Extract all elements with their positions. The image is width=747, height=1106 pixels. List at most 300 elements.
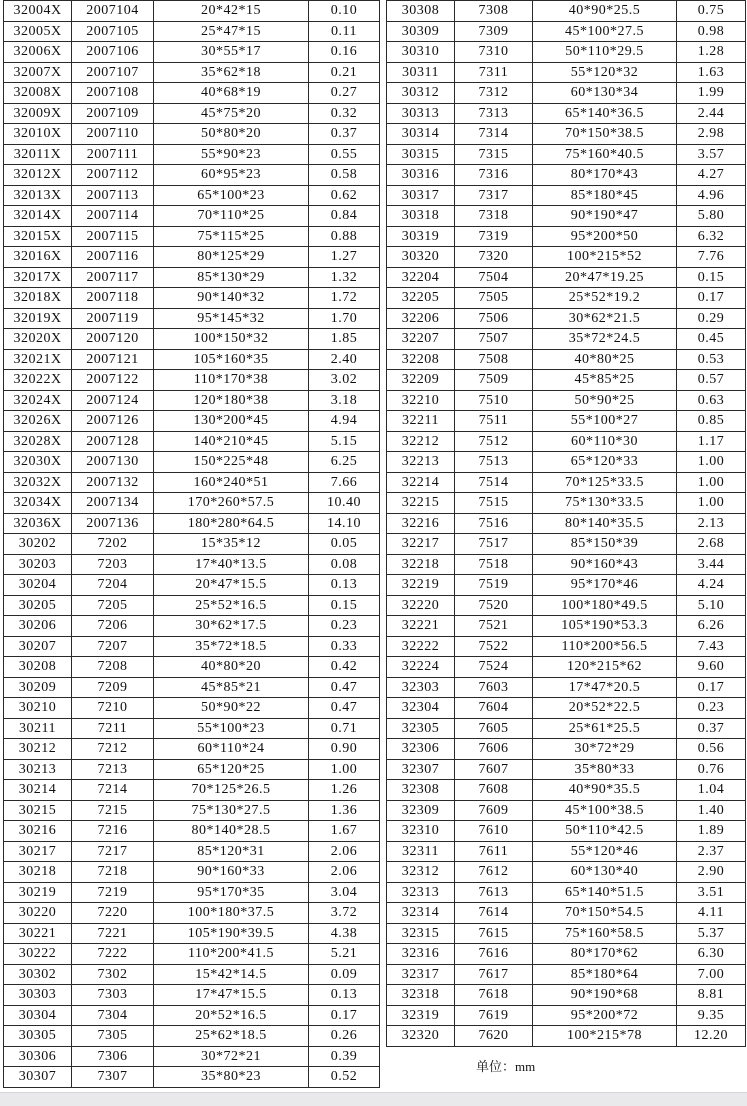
table-row bbox=[4, 226, 380, 247]
dimensions-cell: 85*180*45 bbox=[533, 185, 677, 206]
table-row bbox=[4, 513, 380, 534]
weight-cell: 0.42 bbox=[309, 657, 380, 678]
weight-cell: 7.66 bbox=[309, 472, 380, 493]
model-cell: 30310 bbox=[387, 42, 455, 63]
table-row bbox=[387, 165, 746, 186]
dimensions-cell: 40*80*25 bbox=[533, 349, 677, 370]
weight-cell: 1.70 bbox=[309, 308, 380, 329]
weight-cell: 0.27 bbox=[309, 83, 380, 104]
table-row bbox=[387, 103, 746, 124]
weight-cell: 2.68 bbox=[677, 534, 746, 555]
dimensions-cell: 85*150*39 bbox=[533, 534, 677, 555]
dimensions-cell: 180*280*64.5 bbox=[154, 513, 309, 534]
table-row bbox=[4, 21, 380, 42]
old-model-cell: 7218 bbox=[72, 862, 154, 883]
table-row bbox=[387, 124, 746, 145]
dimensions-cell: 65*120*33 bbox=[533, 452, 677, 473]
dimensions-cell: 30*62*21.5 bbox=[533, 308, 677, 329]
old-model-cell: 7204 bbox=[72, 575, 154, 596]
model-cell: 32026X bbox=[4, 411, 72, 432]
model-cell: 32021X bbox=[4, 349, 72, 370]
table-row bbox=[387, 1026, 746, 1047]
old-model-cell: 2007128 bbox=[72, 431, 154, 452]
table-row bbox=[4, 575, 380, 596]
dimensions-cell: 90*140*32 bbox=[154, 288, 309, 309]
dimensions-cell: 45*100*38.5 bbox=[533, 800, 677, 821]
dimensions-cell: 80*170*43 bbox=[533, 165, 677, 186]
weight-cell: 1.17 bbox=[677, 431, 746, 452]
weight-cell: 0.57 bbox=[677, 370, 746, 391]
model-cell: 32205 bbox=[387, 288, 455, 309]
dimensions-cell: 30*62*17.5 bbox=[154, 616, 309, 637]
old-model-cell: 7603 bbox=[455, 677, 533, 698]
dimensions-cell: 25*62*18.5 bbox=[154, 1026, 309, 1047]
dimensions-cell: 50*110*29.5 bbox=[533, 42, 677, 63]
old-model-cell: 7316 bbox=[455, 165, 533, 186]
model-cell: 32206 bbox=[387, 308, 455, 329]
old-model-cell: 7213 bbox=[72, 759, 154, 780]
dimensions-cell: 40*68*19 bbox=[154, 83, 309, 104]
model-cell: 30304 bbox=[4, 1005, 72, 1026]
weight-cell: 3.02 bbox=[309, 370, 380, 391]
weight-cell: 2.98 bbox=[677, 124, 746, 145]
weight-cell: 9.60 bbox=[677, 657, 746, 678]
weight-cell: 1.04 bbox=[677, 780, 746, 801]
old-model-cell: 7507 bbox=[455, 329, 533, 350]
dimensions-cell: 50*90*22 bbox=[154, 698, 309, 719]
table-row bbox=[4, 1046, 380, 1067]
weight-cell: 0.26 bbox=[309, 1026, 380, 1047]
old-model-cell: 7315 bbox=[455, 144, 533, 165]
model-cell: 32028X bbox=[4, 431, 72, 452]
model-cell: 32015X bbox=[4, 226, 72, 247]
dimensions-cell: 120*215*62 bbox=[533, 657, 677, 678]
dimensions-cell: 55*100*23 bbox=[154, 718, 309, 739]
model-cell: 32213 bbox=[387, 452, 455, 473]
weight-cell: 1.27 bbox=[309, 247, 380, 268]
dimensions-cell: 25*52*19.2 bbox=[533, 288, 677, 309]
model-cell: 30305 bbox=[4, 1026, 72, 1047]
weight-cell: 0.15 bbox=[309, 595, 380, 616]
dimensions-cell: 100*215*78 bbox=[533, 1026, 677, 1047]
old-model-cell: 7618 bbox=[455, 985, 533, 1006]
dimensions-cell: 70*125*33.5 bbox=[533, 472, 677, 493]
model-cell: 32013X bbox=[4, 185, 72, 206]
weight-cell: 0.11 bbox=[309, 21, 380, 42]
table-row bbox=[387, 370, 746, 391]
old-model-cell: 7615 bbox=[455, 923, 533, 944]
old-model-cell: 7514 bbox=[455, 472, 533, 493]
old-model-cell: 7220 bbox=[72, 903, 154, 924]
table-row bbox=[387, 575, 746, 596]
model-cell: 30217 bbox=[4, 841, 72, 862]
old-model-cell: 2007119 bbox=[72, 308, 154, 329]
dimensions-cell: 100*180*37.5 bbox=[154, 903, 309, 924]
dimensions-cell: 35*62*18 bbox=[154, 62, 309, 83]
dimensions-cell: 75*160*40.5 bbox=[533, 144, 677, 165]
model-cell: 32304 bbox=[387, 698, 455, 719]
table-row bbox=[4, 698, 380, 719]
model-cell: 30204 bbox=[4, 575, 72, 596]
weight-cell: 0.15 bbox=[677, 267, 746, 288]
model-cell: 32210 bbox=[387, 390, 455, 411]
old-model-cell: 7610 bbox=[455, 821, 533, 842]
table-row bbox=[4, 247, 380, 268]
weight-cell: 5.37 bbox=[677, 923, 746, 944]
table-row bbox=[387, 21, 746, 42]
old-model-cell: 7505 bbox=[455, 288, 533, 309]
old-model-cell: 7214 bbox=[72, 780, 154, 801]
old-model-cell: 2007134 bbox=[72, 493, 154, 514]
old-model-cell: 7209 bbox=[72, 677, 154, 698]
weight-cell: 5.21 bbox=[309, 944, 380, 965]
old-model-cell: 7203 bbox=[72, 554, 154, 575]
right-bearing-table bbox=[386, 0, 746, 1047]
table-row bbox=[4, 677, 380, 698]
dimensions-cell: 120*180*38 bbox=[154, 390, 309, 411]
old-model-cell: 7508 bbox=[455, 349, 533, 370]
table-row bbox=[387, 636, 746, 657]
weight-cell: 6.32 bbox=[677, 226, 746, 247]
table-row bbox=[4, 718, 380, 739]
table-row bbox=[387, 616, 746, 637]
dimensions-cell: 65*140*51.5 bbox=[533, 882, 677, 903]
model-cell: 30210 bbox=[4, 698, 72, 719]
model-cell: 32011X bbox=[4, 144, 72, 165]
weight-cell: 8.81 bbox=[677, 985, 746, 1006]
table-row bbox=[4, 185, 380, 206]
dimensions-cell: 80*170*62 bbox=[533, 944, 677, 965]
model-cell: 32007X bbox=[4, 62, 72, 83]
model-cell: 32303 bbox=[387, 677, 455, 698]
old-model-cell: 7208 bbox=[72, 657, 154, 678]
table-row bbox=[387, 226, 746, 247]
weight-cell: 1.00 bbox=[677, 493, 746, 514]
table-row bbox=[387, 83, 746, 104]
weight-cell: 2.90 bbox=[677, 862, 746, 883]
dimensions-cell: 95*170*35 bbox=[154, 882, 309, 903]
table-row bbox=[387, 862, 746, 883]
model-cell: 30221 bbox=[4, 923, 72, 944]
old-model-cell: 7304 bbox=[72, 1005, 154, 1026]
old-model-cell: 2007107 bbox=[72, 62, 154, 83]
weight-cell: 1.89 bbox=[677, 821, 746, 842]
model-cell: 32314 bbox=[387, 903, 455, 924]
dimensions-cell: 55*100*27 bbox=[533, 411, 677, 432]
table-row bbox=[4, 595, 380, 616]
model-cell: 32014X bbox=[4, 206, 72, 227]
old-model-cell: 2007110 bbox=[72, 124, 154, 145]
dimensions-cell: 85*120*31 bbox=[154, 841, 309, 862]
dimensions-cell: 75*160*58.5 bbox=[533, 923, 677, 944]
model-cell: 30207 bbox=[4, 636, 72, 657]
old-model-cell: 7617 bbox=[455, 964, 533, 985]
model-cell: 30214 bbox=[4, 780, 72, 801]
weight-cell: 1.28 bbox=[677, 42, 746, 63]
model-cell: 32016X bbox=[4, 247, 72, 268]
weight-cell: 2.37 bbox=[677, 841, 746, 862]
model-cell: 30303 bbox=[4, 985, 72, 1006]
model-cell: 32305 bbox=[387, 718, 455, 739]
model-cell: 30309 bbox=[387, 21, 455, 42]
model-cell: 32318 bbox=[387, 985, 455, 1006]
model-cell: 30307 bbox=[4, 1067, 72, 1088]
dimensions-cell: 50*110*42.5 bbox=[533, 821, 677, 842]
weight-cell: 0.13 bbox=[309, 985, 380, 1006]
weight-cell: 4.24 bbox=[677, 575, 746, 596]
old-model-cell: 7510 bbox=[455, 390, 533, 411]
table-row bbox=[4, 923, 380, 944]
model-cell: 32308 bbox=[387, 780, 455, 801]
old-model-cell: 2007126 bbox=[72, 411, 154, 432]
model-cell: 32009X bbox=[4, 103, 72, 124]
model-cell: 30315 bbox=[387, 144, 455, 165]
weight-cell: 0.71 bbox=[309, 718, 380, 739]
weight-cell: 6.26 bbox=[677, 616, 746, 637]
table-row bbox=[4, 370, 380, 391]
model-cell: 32030X bbox=[4, 452, 72, 473]
old-model-cell: 2007117 bbox=[72, 267, 154, 288]
table-row bbox=[4, 1026, 380, 1047]
dimensions-cell: 65*100*23 bbox=[154, 185, 309, 206]
weight-cell: 12.20 bbox=[677, 1026, 746, 1047]
table-row bbox=[387, 308, 746, 329]
dimensions-cell: 17*40*13.5 bbox=[154, 554, 309, 575]
table-row bbox=[4, 308, 380, 329]
weight-cell: 0.76 bbox=[677, 759, 746, 780]
table-row bbox=[4, 903, 380, 924]
old-model-cell: 7210 bbox=[72, 698, 154, 719]
model-cell: 30206 bbox=[4, 616, 72, 637]
weight-cell: 2.44 bbox=[677, 103, 746, 124]
weight-cell: 1.26 bbox=[309, 780, 380, 801]
table-row bbox=[387, 349, 746, 370]
table-row bbox=[4, 390, 380, 411]
dimensions-cell: 100*180*49.5 bbox=[533, 595, 677, 616]
table-row bbox=[4, 42, 380, 63]
old-model-cell: 7607 bbox=[455, 759, 533, 780]
old-model-cell: 2007112 bbox=[72, 165, 154, 186]
weight-cell: 3.72 bbox=[309, 903, 380, 924]
model-cell: 32310 bbox=[387, 821, 455, 842]
weight-cell: 0.45 bbox=[677, 329, 746, 350]
old-model-cell: 7521 bbox=[455, 616, 533, 637]
dimensions-cell: 80*125*29 bbox=[154, 247, 309, 268]
table-row bbox=[4, 964, 380, 985]
table-row bbox=[387, 882, 746, 903]
dimensions-cell: 40*80*20 bbox=[154, 657, 309, 678]
old-model-cell: 2007115 bbox=[72, 226, 154, 247]
weight-cell: 0.47 bbox=[309, 698, 380, 719]
table-row bbox=[4, 657, 380, 678]
table-row bbox=[4, 288, 380, 309]
dimensions-cell: 105*190*39.5 bbox=[154, 923, 309, 944]
model-cell: 32307 bbox=[387, 759, 455, 780]
old-model-cell: 2007106 bbox=[72, 42, 154, 63]
model-cell: 30203 bbox=[4, 554, 72, 575]
old-model-cell: 7206 bbox=[72, 616, 154, 637]
old-model-cell: 7611 bbox=[455, 841, 533, 862]
model-cell: 30306 bbox=[4, 1046, 72, 1067]
old-model-cell: 7312 bbox=[455, 83, 533, 104]
weight-cell: 0.56 bbox=[677, 739, 746, 760]
dimensions-cell: 25*52*16.5 bbox=[154, 595, 309, 616]
table-row bbox=[4, 944, 380, 965]
dimensions-cell: 55*120*46 bbox=[533, 841, 677, 862]
table-row bbox=[387, 1, 746, 22]
weight-cell: 0.52 bbox=[309, 1067, 380, 1088]
dimensions-cell: 30*55*17 bbox=[154, 42, 309, 63]
dimensions-cell: 105*190*53.3 bbox=[533, 616, 677, 637]
model-cell: 30314 bbox=[387, 124, 455, 145]
model-cell: 30208 bbox=[4, 657, 72, 678]
model-cell: 32005X bbox=[4, 21, 72, 42]
old-model-cell: 7215 bbox=[72, 800, 154, 821]
table-row bbox=[387, 595, 746, 616]
weight-cell: 0.23 bbox=[309, 616, 380, 637]
weight-cell: 2.40 bbox=[309, 349, 380, 370]
table-row bbox=[4, 62, 380, 83]
old-model-cell: 2007105 bbox=[72, 21, 154, 42]
model-cell: 32036X bbox=[4, 513, 72, 534]
old-model-cell: 7303 bbox=[72, 985, 154, 1006]
old-model-cell: 2007113 bbox=[72, 185, 154, 206]
dimensions-cell: 130*200*45 bbox=[154, 411, 309, 432]
table-row bbox=[4, 124, 380, 145]
table-row bbox=[4, 841, 380, 862]
model-cell: 32020X bbox=[4, 329, 72, 350]
dimensions-cell: 45*85*21 bbox=[154, 677, 309, 698]
weight-cell: 7.00 bbox=[677, 964, 746, 985]
table-row bbox=[4, 862, 380, 883]
old-model-cell: 7217 bbox=[72, 841, 154, 862]
dimensions-cell: 20*52*16.5 bbox=[154, 1005, 309, 1026]
weight-cell: 14.10 bbox=[309, 513, 380, 534]
weight-cell: 2.06 bbox=[309, 862, 380, 883]
old-model-cell: 2007120 bbox=[72, 329, 154, 350]
dimensions-cell: 20*42*15 bbox=[154, 1, 309, 22]
model-cell: 30319 bbox=[387, 226, 455, 247]
model-cell: 32224 bbox=[387, 657, 455, 678]
model-cell: 32313 bbox=[387, 882, 455, 903]
weight-cell: 7.76 bbox=[677, 247, 746, 268]
table-row bbox=[387, 185, 746, 206]
old-model-cell: 2007114 bbox=[72, 206, 154, 227]
table-row bbox=[4, 985, 380, 1006]
weight-cell: 5.80 bbox=[677, 206, 746, 227]
old-model-cell: 7202 bbox=[72, 534, 154, 555]
dimensions-cell: 100*215*52 bbox=[533, 247, 677, 268]
table-row bbox=[387, 42, 746, 63]
weight-cell: 4.38 bbox=[309, 923, 380, 944]
table-row bbox=[387, 267, 746, 288]
weight-cell: 0.17 bbox=[677, 288, 746, 309]
model-cell: 30211 bbox=[4, 718, 72, 739]
old-model-cell: 7513 bbox=[455, 452, 533, 473]
weight-cell: 0.62 bbox=[309, 185, 380, 206]
dimensions-cell: 105*160*35 bbox=[154, 349, 309, 370]
old-model-cell: 7219 bbox=[72, 882, 154, 903]
dimensions-cell: 45*85*25 bbox=[533, 370, 677, 391]
table-row bbox=[4, 206, 380, 227]
dimensions-cell: 170*260*57.5 bbox=[154, 493, 309, 514]
old-model-cell: 7609 bbox=[455, 800, 533, 821]
dimensions-cell: 30*72*29 bbox=[533, 739, 677, 760]
weight-cell: 4.94 bbox=[309, 411, 380, 432]
model-cell: 32022X bbox=[4, 370, 72, 391]
dimensions-cell: 80*140*35.5 bbox=[533, 513, 677, 534]
weight-cell: 4.27 bbox=[677, 165, 746, 186]
model-cell: 32010X bbox=[4, 124, 72, 145]
old-model-cell: 7309 bbox=[455, 21, 533, 42]
weight-cell: 0.85 bbox=[677, 411, 746, 432]
unit-note: 单位：mm bbox=[476, 1059, 536, 1074]
model-cell: 32019X bbox=[4, 308, 72, 329]
weight-cell: 0.63 bbox=[677, 390, 746, 411]
model-cell: 30202 bbox=[4, 534, 72, 555]
weight-cell: 1.00 bbox=[677, 472, 746, 493]
table-row bbox=[387, 821, 746, 842]
model-cell: 32315 bbox=[387, 923, 455, 944]
weight-cell: 0.47 bbox=[309, 677, 380, 698]
weight-cell: 0.90 bbox=[309, 739, 380, 760]
old-model-cell: 2007111 bbox=[72, 144, 154, 165]
weight-cell: 0.05 bbox=[309, 534, 380, 555]
old-model-cell: 7221 bbox=[72, 923, 154, 944]
old-model-cell: 7519 bbox=[455, 575, 533, 596]
old-model-cell: 7311 bbox=[455, 62, 533, 83]
dimensions-cell: 60*95*23 bbox=[154, 165, 309, 186]
table-row bbox=[4, 759, 380, 780]
table-row bbox=[387, 739, 746, 760]
model-cell: 32306 bbox=[387, 739, 455, 760]
dimensions-cell: 75*115*25 bbox=[154, 226, 309, 247]
weight-cell: 0.09 bbox=[309, 964, 380, 985]
dimensions-cell: 15*35*12 bbox=[154, 534, 309, 555]
model-cell: 32208 bbox=[387, 349, 455, 370]
weight-cell: 0.08 bbox=[309, 554, 380, 575]
dimensions-cell: 95*200*50 bbox=[533, 226, 677, 247]
table-row bbox=[4, 800, 380, 821]
dimensions-cell: 20*47*15.5 bbox=[154, 575, 309, 596]
dimensions-cell: 90*190*68 bbox=[533, 985, 677, 1006]
dimensions-cell: 95*200*72 bbox=[533, 1005, 677, 1026]
table-row bbox=[387, 657, 746, 678]
dimensions-cell: 50*80*20 bbox=[154, 124, 309, 145]
old-model-cell: 7518 bbox=[455, 554, 533, 575]
old-model-cell: 7314 bbox=[455, 124, 533, 145]
table-row bbox=[387, 780, 746, 801]
model-cell: 32212 bbox=[387, 431, 455, 452]
old-model-cell: 7307 bbox=[72, 1067, 154, 1088]
old-model-cell: 7212 bbox=[72, 739, 154, 760]
weight-cell: 3.51 bbox=[677, 882, 746, 903]
table-row bbox=[4, 267, 380, 288]
model-cell: 32215 bbox=[387, 493, 455, 514]
model-cell: 32032X bbox=[4, 472, 72, 493]
dimensions-cell: 55*90*23 bbox=[154, 144, 309, 165]
table-row bbox=[387, 452, 746, 473]
table-row bbox=[387, 554, 746, 575]
old-model-cell: 7319 bbox=[455, 226, 533, 247]
model-cell: 32218 bbox=[387, 554, 455, 575]
old-model-cell: 7504 bbox=[455, 267, 533, 288]
model-cell: 30209 bbox=[4, 677, 72, 698]
old-model-cell: 2007116 bbox=[72, 247, 154, 268]
model-cell: 30320 bbox=[387, 247, 455, 268]
left-bearing-table bbox=[3, 0, 380, 1088]
dimensions-cell: 70*150*54.5 bbox=[533, 903, 677, 924]
